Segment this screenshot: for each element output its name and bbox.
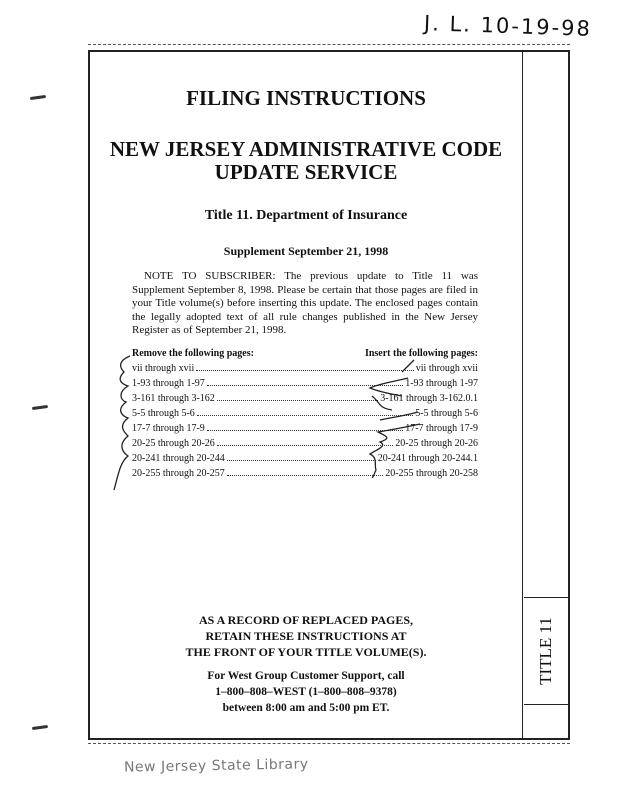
page-frame-right [568, 50, 570, 740]
support-phone: 1–800–808–WEST (1–800–808–9378) [215, 686, 397, 698]
customer-support-info [88, 668, 524, 716]
library-stamp: New Jersey State Library [123, 756, 309, 776]
table-row [132, 377, 478, 390]
handwritten-check-marks-left [108, 352, 138, 492]
remove-range: 1-93 through 1-97 [132, 378, 205, 389]
insert-pages-header: Insert the following pages: [364, 348, 478, 359]
insert-range: 3-161 through 3-162.0.1 [380, 393, 478, 404]
leader-dots [227, 452, 376, 461]
retain-line-3: THE FRONT OF YOUR TITLE VOLUME(S). [185, 645, 427, 659]
table-row [132, 422, 478, 435]
retain-line-1: AS A RECORD OF REPLACED PAGES, [198, 613, 414, 627]
handwritten-initials-date: J. L. 10-19-98 [423, 11, 593, 41]
margin-mark [32, 405, 48, 410]
code-title-line-1: NEW JERSEY ADMINISTRATIVE CODE [109, 137, 503, 161]
code-title-line-2: UPDATE SERVICE [214, 160, 398, 184]
leader-dots [217, 392, 378, 401]
spine-label [532, 606, 560, 696]
leader-dots [227, 467, 383, 476]
support-hours: between 8:00 am and 5:00 pm ET. [222, 702, 390, 714]
table-row [132, 362, 478, 375]
insert-range: 17-7 through 17-9 [405, 423, 478, 434]
table-row [132, 452, 478, 465]
remove-range: 20-241 through 20-244 [132, 453, 225, 464]
subscriber-note [132, 270, 478, 338]
page-frame-bottom [88, 738, 570, 740]
title-department: Title 11. Department of Insurance [204, 208, 408, 223]
insert-range: vii through xvii [415, 363, 478, 374]
remove-range: 20-25 through 20-26 [132, 438, 215, 449]
spine-label-bottom-rule [524, 704, 568, 705]
insert-range: 20-241 through 20-244.1 [377, 453, 478, 464]
supplement-date: Supplement September 21, 1998 [223, 244, 389, 258]
page-bottom-dashed-rule [88, 743, 570, 744]
remove-range: 17-7 through 17-9 [132, 423, 205, 434]
page-top-dashed-rule [88, 44, 570, 45]
remove-range: vii through xvii [132, 363, 195, 374]
page-title: FILING INSTRUCTIONS [186, 86, 426, 110]
code-title [88, 138, 524, 184]
insert-range: 20-25 through 20-26 [395, 438, 478, 449]
page-frame-top [88, 50, 570, 52]
remove-range: 3-161 through 3-162 [132, 393, 215, 404]
insert-range: 1-93 through 1-97 [405, 378, 478, 389]
insert-range: 20-255 through 20-258 [385, 468, 478, 479]
remove-range: 20-255 through 20-257 [132, 468, 225, 479]
table-row [132, 467, 478, 480]
margin-mark [30, 95, 46, 100]
margin-mark [32, 725, 48, 730]
retain-line-2: RETAIN THESE INSTRUCTIONS AT [205, 629, 407, 643]
remove-pages-header: Remove the following pages: [132, 348, 254, 359]
table-row [132, 407, 478, 420]
remove-range: 5-5 through 5-6 [132, 408, 195, 419]
table-row [132, 437, 478, 450]
spine-label-top-rule [524, 597, 568, 598]
insert-range: 5-5 through 5-6 [415, 408, 478, 419]
handwritten-check-marks-right [362, 358, 424, 478]
table-row [132, 392, 478, 405]
subscriber-note-text: NOTE TO SUBSCRIBER: The previous update to Title 11 was Supplement September 8, 1998. Please be certain that those pages are filed in your Title volume(s) before inserting this update. The enclosed pages contain the legally adopted text of all rule changes published in the New Jersey Register as of September 21, 1998. [132, 270, 478, 337]
retain-instructions [88, 612, 524, 660]
spine-label-text: TITLE 11 [536, 617, 555, 685]
support-line-1: For West Group Customer Support, call [207, 670, 405, 682]
